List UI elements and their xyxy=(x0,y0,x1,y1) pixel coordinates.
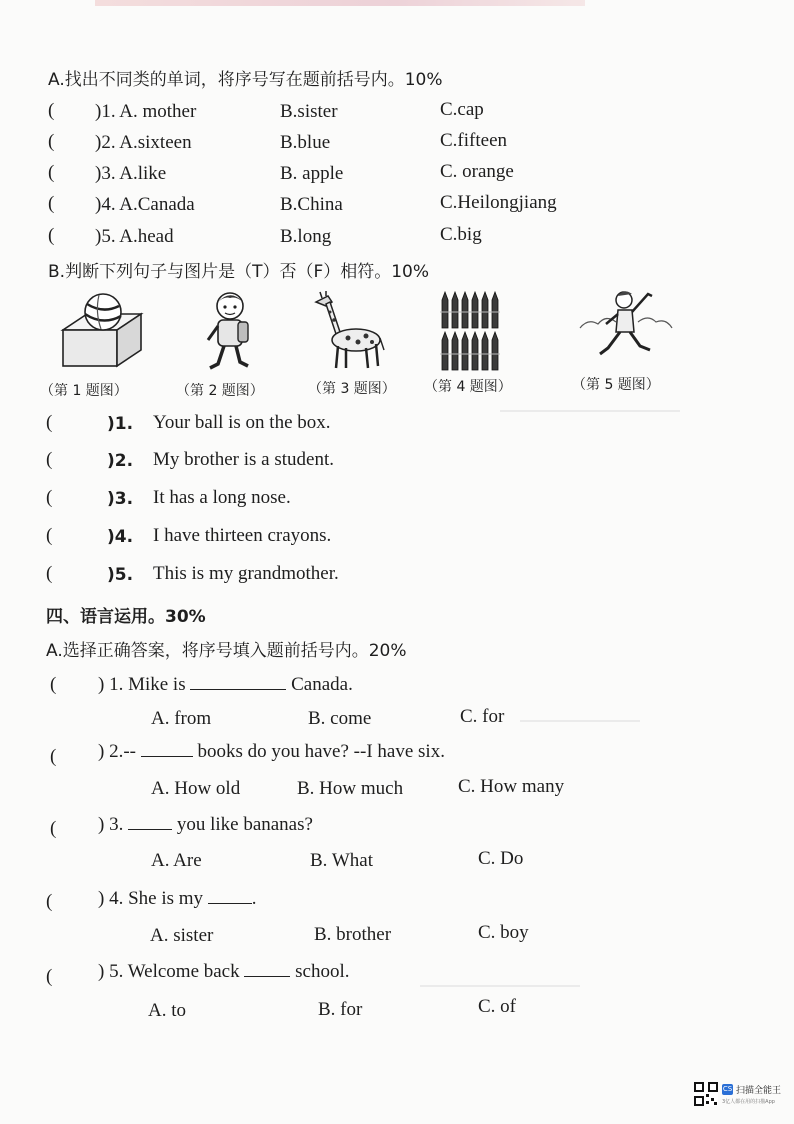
qr-code-icon xyxy=(694,1082,718,1106)
question-stem xyxy=(98,888,257,910)
question-number-option-a: )5. A.head xyxy=(95,226,174,247)
ball-on-box-picture xyxy=(55,292,147,374)
answer-paren[interactable]: ( xyxy=(46,449,53,470)
answer-paren[interactable]: ( xyxy=(48,131,55,152)
bleed-mark xyxy=(520,720,640,722)
answer-paren[interactable]: ( xyxy=(46,891,53,912)
crayons-picture xyxy=(440,290,502,374)
option-b: B. What xyxy=(310,850,373,871)
fill-blank[interactable] xyxy=(128,828,172,830)
scan-app-sub: 3亿人都在用的扫描App xyxy=(722,1099,775,1105)
question-number: )2. xyxy=(107,451,134,471)
question-text: I have thirteen crayons. xyxy=(153,525,332,546)
option-c: C. for xyxy=(460,706,505,727)
section-4-heading: 四、语言运用。30% xyxy=(46,607,206,627)
answer-paren[interactable]: ( xyxy=(50,746,57,767)
question-stem xyxy=(98,741,445,763)
answer-paren[interactable]: ( xyxy=(46,525,53,546)
picture-caption-1: （第 1 题图） xyxy=(40,383,128,399)
scan-app-label: 扫描全能王 xyxy=(736,1086,782,1096)
fill-blank[interactable] xyxy=(141,755,193,757)
stem-suffix: books do you have? --I have six. xyxy=(197,741,445,762)
answer-paren[interactable]: ( xyxy=(50,674,57,695)
question-number: )3. xyxy=(107,489,134,509)
scanner-watermark xyxy=(694,1080,784,1110)
option-c: C. boy xyxy=(478,922,529,943)
section-b-heading: B.判断下列句子与图片是（T）否（F）相符。10% xyxy=(48,262,430,282)
question-text: Your ball is on the box. xyxy=(153,412,331,433)
answer-paren[interactable]: ( xyxy=(46,966,53,987)
stem-suffix: Canada. xyxy=(291,674,353,695)
stem-suffix: . xyxy=(251,888,257,909)
fill-blank[interactable] xyxy=(208,902,252,904)
stem-prefix: ) 5. Welcome back xyxy=(98,961,240,982)
stem-prefix: ) 1. Mike is xyxy=(98,674,186,695)
answer-paren[interactable]: ( xyxy=(46,563,53,584)
option-c: C.cap xyxy=(440,99,484,120)
option-b: B. for xyxy=(318,999,363,1020)
page-top-edge xyxy=(95,0,585,6)
boy-picture xyxy=(200,290,258,376)
answer-paren[interactable]: ( xyxy=(46,412,53,433)
stem-suffix: school. xyxy=(295,961,350,982)
picture-caption-5: （第 5 题图） xyxy=(572,377,660,393)
option-c: C.big xyxy=(440,224,482,245)
option-b: B.blue xyxy=(280,132,331,153)
option-b: B.long xyxy=(280,226,332,247)
answer-paren[interactable]: ( xyxy=(48,162,55,183)
section-a-heading: A.找出不同类的单词，将序号写在题前括号内。10% xyxy=(48,70,443,90)
option-c: C. orange xyxy=(440,161,514,182)
option-b: B. How much xyxy=(297,778,404,799)
option-a: A. from xyxy=(151,708,212,729)
question-number: )4. xyxy=(107,527,134,547)
question-text: This is my grandmother. xyxy=(153,563,339,584)
grandmother-exercising-picture xyxy=(578,288,674,360)
question-stem xyxy=(98,674,353,696)
stem-prefix: ) 2.-- xyxy=(98,741,136,762)
question-number: )1. xyxy=(107,414,134,434)
scan-app-icon: CS xyxy=(722,1085,733,1093)
fill-blank[interactable] xyxy=(190,688,286,690)
picture-caption-4: （第 4 题图） xyxy=(424,379,512,395)
option-a: A. How old xyxy=(151,778,241,799)
question-number-option-a: )2. A.sixteen xyxy=(95,132,192,153)
bleed-mark xyxy=(420,985,580,987)
answer-paren[interactable]: ( xyxy=(48,225,55,246)
question-number-option-a: )3. A.like xyxy=(95,163,167,184)
question-text: It has a long nose. xyxy=(153,487,291,508)
option-a: A. sister xyxy=(150,925,214,946)
option-b: B. come xyxy=(308,708,372,729)
question-number-option-a: )1. A. mother xyxy=(95,101,197,122)
stem-prefix: ) 4. She is my xyxy=(98,888,204,909)
question-text: My brother is a student. xyxy=(153,449,335,470)
question-number: )5. xyxy=(107,565,134,585)
stem-suffix: you like bananas? xyxy=(176,814,313,835)
option-b: B. apple xyxy=(280,163,344,184)
question-stem xyxy=(98,814,313,836)
fill-blank[interactable] xyxy=(244,975,290,977)
option-b: B.China xyxy=(280,194,343,215)
answer-paren[interactable]: ( xyxy=(50,818,57,839)
picture-caption-3: （第 3 题图） xyxy=(308,381,396,397)
picture-caption-2: （第 2 题图） xyxy=(176,383,264,399)
option-c: C. How many xyxy=(458,776,565,797)
section-4a-heading: A.选择正确答案，将序号填入题前括号内。20% xyxy=(46,641,407,661)
stem-prefix: ) 3. xyxy=(98,814,124,835)
option-c: C. of xyxy=(478,996,516,1017)
question-number-option-a: )4. A.Canada xyxy=(95,194,195,215)
option-b: B.sister xyxy=(280,101,338,122)
question-stem xyxy=(98,961,349,983)
giraffe-picture xyxy=(306,290,386,372)
option-c: C.Heilongjiang xyxy=(440,192,557,213)
bleed-mark xyxy=(500,410,680,412)
answer-paren[interactable]: ( xyxy=(48,193,55,214)
option-a: A. to xyxy=(148,1000,186,1021)
answer-paren[interactable]: ( xyxy=(48,100,55,121)
answer-paren[interactable]: ( xyxy=(46,487,53,508)
option-b: B. brother xyxy=(314,924,392,945)
option-a: A. Are xyxy=(151,850,202,871)
option-c: C.fifteen xyxy=(440,130,508,151)
option-c: C. Do xyxy=(478,848,524,869)
